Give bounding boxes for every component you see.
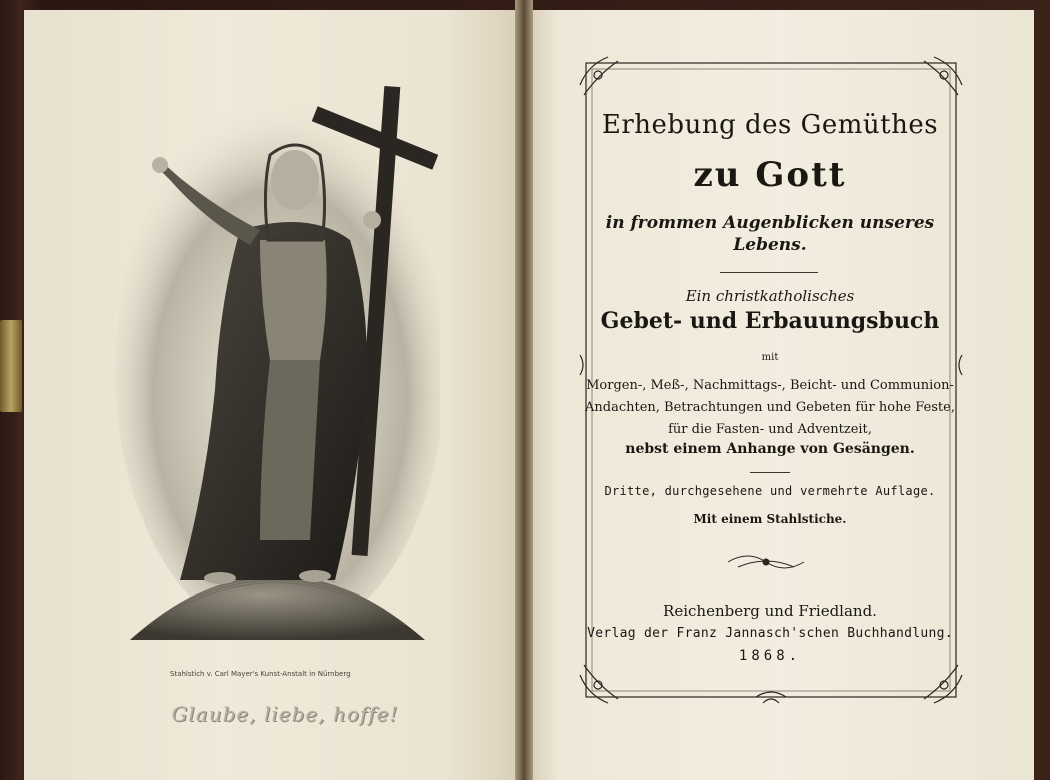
publisher-line: Verlag der Franz Jannasch'schen Buchhandlung. [587,626,953,641]
head [271,150,319,210]
contents-line-1: Morgen-, Meß-, Nachmittags-, Beicht- und Communion- [586,378,954,393]
engraving-note: Mit einem Stahlstiche. [693,512,847,526]
engraver-caption: Stahlstich v. Carl Mayer's Kunst-Anstalt in Nürnberg [170,670,351,678]
title-line-3b: Lebens. [733,235,807,255]
appendix-line: nebst einem Anhange von Gesängen. [625,441,915,457]
title-line-3 [580,212,960,256]
title-line-1: Erhebung des Gemüthes [601,110,939,140]
with-word: mit [761,352,779,363]
edition-line: Dritte, durchgesehene und vermehrte Auflage. [604,484,936,498]
frontispiece-engraving [110,70,440,670]
contents-line-3: für die Fasten- und Adventzeit, [668,422,872,437]
place-line: Reichenberg und Friedland. [663,602,877,620]
frontispiece-motto: Glaube, liebe, hoffe! [171,702,399,726]
bodice [260,240,327,360]
divider-ornament [728,556,804,568]
title-line-3a: in frommen Augenblicken unseres [605,213,935,233]
title-line-2: zu Gott [693,155,847,195]
book-clasp [0,320,22,412]
book-gutter [515,0,533,780]
rule-1 [720,272,818,273]
contents-line-2: Andachten, Betrachtungen und Gebeten für hohe Feste, [585,400,955,415]
rule-2 [750,472,790,473]
subtitle-line-2: Gebet- und Erbauungsbuch [600,308,940,334]
year-line: 1868. [738,648,802,664]
subtitle-line-1: Ein christkatholisches [685,287,855,305]
contents-block [580,375,960,441]
